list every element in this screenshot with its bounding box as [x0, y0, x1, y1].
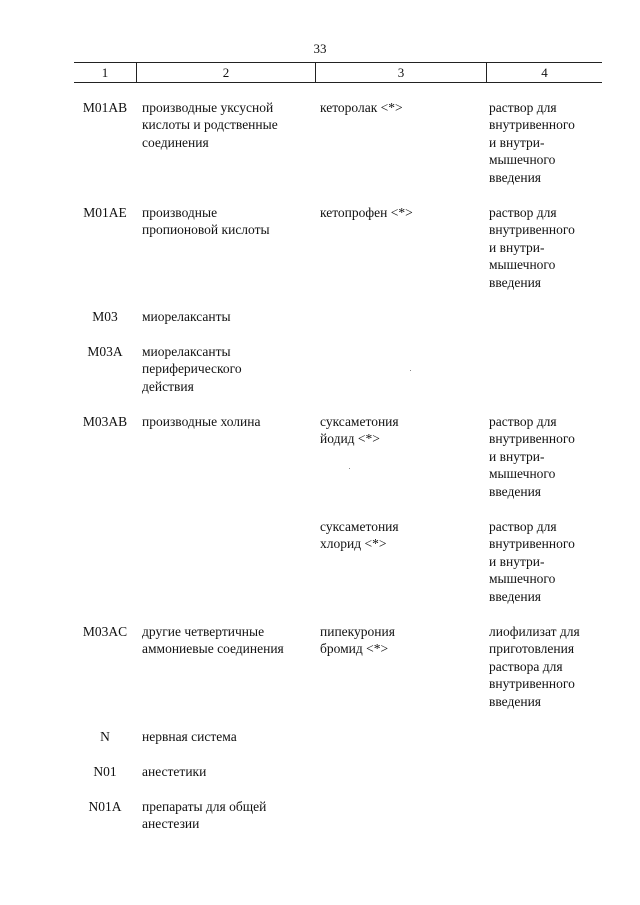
dosage-form-line: внутривенного	[489, 676, 575, 692]
dosage-form-line: введения	[489, 588, 542, 604]
group-name-line: производные холина	[142, 414, 261, 429]
dosage-form-line: мышечного	[489, 571, 556, 587]
dosage-form-line: приготовления	[489, 641, 575, 657]
group-name	[142, 623, 284, 658]
drug-name-line: пипекурония	[320, 624, 395, 639]
dosage-form-line: и внутри-	[489, 134, 545, 150]
group-name-line: препараты для общей	[142, 799, 267, 814]
drug-name	[320, 413, 399, 448]
group-name	[142, 798, 266, 833]
dosage-form-line: мышечного	[489, 257, 556, 273]
group-name	[142, 308, 231, 325]
dosage-form-line: и внутри-	[489, 553, 545, 569]
group-name-line: производные	[142, 205, 218, 220]
atc-code: M03A	[87, 344, 123, 359]
atc-code: M03	[92, 309, 118, 324]
group-name-line: производные уксусной	[142, 100, 274, 115]
page-number: 33	[313, 41, 327, 56]
dosage-form	[489, 204, 575, 291]
dosage-form	[489, 623, 580, 710]
dosage-form-line: и внутри-	[489, 448, 545, 464]
dosage-form-line: введения	[489, 483, 542, 499]
dosage-form	[489, 99, 575, 186]
dosage-form-line: введения	[489, 274, 542, 290]
drug-name	[320, 518, 399, 553]
group-name	[142, 204, 270, 239]
header-col-4: 4	[541, 65, 548, 80]
drug-name	[320, 99, 403, 116]
drug-name-line: кетопрофен <*>	[320, 205, 413, 220]
dosage-form-line: и внутри-	[489, 239, 545, 255]
header-col-3: 3	[316, 63, 487, 82]
drug-name-line: суксаметония	[320, 519, 399, 534]
group-name-line: анестетики	[142, 764, 207, 779]
group-name-line: действия	[142, 378, 194, 394]
dosage-form-line: введения	[489, 169, 542, 185]
group-name-line: соединения	[142, 134, 209, 150]
atc-code: M03AB	[82, 414, 128, 429]
group-name-line: периферического	[142, 361, 242, 377]
dosage-form-line: мышечного	[489, 466, 556, 482]
dosage-form-line: внутривенного	[489, 536, 575, 552]
drug-name-line: хлорид <*>	[320, 536, 387, 552]
group-name	[142, 343, 242, 395]
dosage-form-line: раствор для	[489, 519, 557, 534]
drug-name	[320, 623, 395, 658]
atc-code: N01	[93, 764, 117, 779]
dosage-form-line: введения	[489, 693, 542, 709]
dosage-form-line: внутривенного	[489, 117, 575, 133]
group-name-line: миорелаксанты	[142, 309, 231, 324]
group-name-line: кислоты и родственные	[142, 117, 278, 133]
dosage-form-line: раствор для	[489, 205, 557, 220]
scan-speck	[410, 370, 411, 371]
group-name	[142, 728, 237, 745]
atc-code: M01AE	[83, 205, 127, 220]
dosage-form-line: мышечного	[489, 152, 556, 168]
scan-speck	[349, 468, 350, 469]
header-col-2: 2	[137, 63, 316, 82]
drug-name	[320, 204, 413, 221]
group-name	[142, 763, 206, 780]
drug-name-line: кеторолак <*>	[320, 100, 403, 115]
atc-code: N	[100, 729, 110, 744]
dosage-form	[489, 413, 575, 500]
group-name	[142, 99, 278, 151]
header-col-1: 1	[74, 63, 137, 82]
group-name	[142, 413, 260, 430]
atc-code: M03AC	[82, 624, 128, 639]
atc-code: N01A	[88, 799, 122, 814]
group-name-line: анестезии	[142, 816, 200, 832]
group-name-line: другие четвертичные	[142, 624, 265, 639]
dosage-form-line: раствора для	[489, 658, 563, 674]
dosage-form	[489, 518, 575, 605]
group-name-line: аммониевые соединения	[142, 641, 284, 657]
drug-name-line: бромид <*>	[320, 641, 389, 657]
dosage-form-line: раствор для	[489, 414, 557, 429]
dosage-form-line: внутривенного	[489, 222, 575, 238]
dosage-form-line: раствор для	[489, 100, 557, 115]
group-name-line: пропионовой кислоты	[142, 222, 270, 238]
dosage-form-line: лиофилизат для	[489, 624, 580, 639]
drug-name-line: суксаметония	[320, 414, 399, 429]
dosage-form-line: внутривенного	[489, 431, 575, 447]
group-name-line: нервная система	[142, 729, 237, 744]
group-name-line: миорелаксанты	[142, 344, 231, 359]
drug-name-line: йодид <*>	[320, 431, 380, 447]
table-header	[74, 62, 602, 83]
atc-code: M01AB	[82, 100, 128, 115]
